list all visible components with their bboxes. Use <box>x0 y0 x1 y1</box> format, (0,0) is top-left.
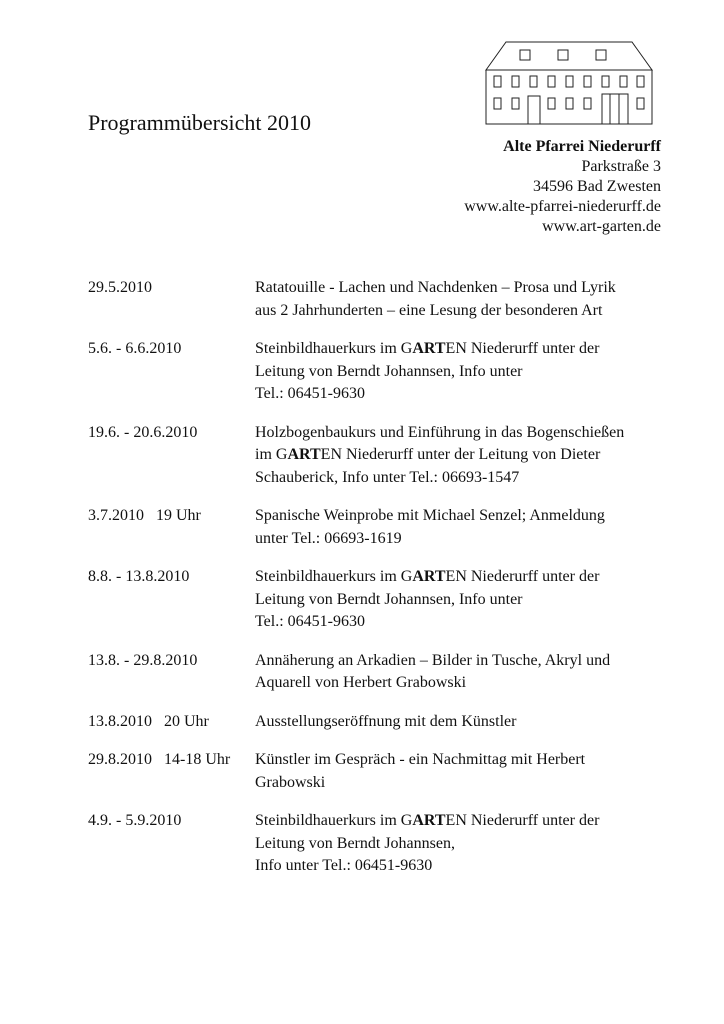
event-line <box>255 566 678 589</box>
event-line: Aquarell von Herbert Grabowski <box>255 674 467 691</box>
event-row <box>88 338 678 406</box>
event-line: unter Tel.: 06693-1619 <box>255 529 402 547</box>
event-date: 8.8. - 13.8.2010 <box>88 568 190 585</box>
event-line <box>255 444 678 467</box>
event-description <box>255 338 678 406</box>
garten-post: EN <box>320 446 342 463</box>
event-description <box>255 505 678 550</box>
garten-pre: G <box>275 446 288 463</box>
garten-art: ART <box>412 812 446 829</box>
text-fragment: Niederurff unter der <box>466 340 600 357</box>
event-line: Spanische Weinprobe mit Michael Senzel; Anmeldung <box>255 507 605 524</box>
event-row <box>88 749 678 794</box>
event-line: aus 2 Jahrhunderten – eine Lesung der besonderen Art <box>255 301 603 319</box>
event-line: Holzbogenbaukurs und Einführung in das Bogenschießen <box>255 423 625 441</box>
event-line: Ausstellungseröffnung mit dem Künstler <box>255 712 517 730</box>
event-line <box>255 810 678 833</box>
event-date: 3.7.2010 19 Uhr <box>88 507 201 524</box>
event-line: Annäherung an Arkadien – Bilder in Tusche, Akryl und <box>255 651 611 669</box>
text-fragment: Steinbildhauerkurs im <box>255 568 401 585</box>
event-date: 13.8.2010 20 Uhr <box>88 712 209 730</box>
event-description <box>255 749 678 794</box>
text-fragment: Niederurff unter der <box>466 812 600 829</box>
event-date: 19.6. - 20.6.2010 <box>88 423 198 441</box>
website-link-artgarten[interactable]: www.art-garten.de <box>542 218 661 235</box>
event-line: Leitung von Berndt Johannsen, <box>255 834 455 852</box>
event-line: Tel.: 06451-9630 <box>255 613 365 630</box>
event-line: Schauberick, Info unter Tel.: 06693-1547 <box>255 468 520 486</box>
garten-pre: G <box>400 568 413 585</box>
event-line: Tel.: 06451-9630 <box>255 385 365 402</box>
event-row <box>88 505 678 550</box>
garten-post: EN <box>445 568 467 585</box>
garten-art: ART <box>287 446 321 463</box>
garten-art: ART <box>412 568 446 585</box>
event-date: 4.9. - 5.9.2010 <box>88 812 182 829</box>
event-date: 5.6. - 6.6.2010 <box>88 340 182 357</box>
event-line <box>255 338 678 361</box>
house-icon <box>484 36 654 126</box>
event-line: Info unter Tel.: 06451-9630 <box>255 857 433 874</box>
event-date: 13.8. - 29.8.2010 <box>88 651 198 669</box>
garten-pre: G <box>400 812 413 829</box>
event-row <box>88 711 678 734</box>
city: 34596 Bad Zwesten <box>533 178 661 195</box>
event-description <box>255 566 678 634</box>
event-description <box>255 711 678 734</box>
garten-post: EN <box>445 812 467 829</box>
event-row <box>88 650 678 695</box>
garten-art: ART <box>412 340 446 357</box>
page-title: Programmübersicht 2010 <box>88 110 312 135</box>
text-fragment: Niederurff unter der <box>466 568 600 585</box>
event-description <box>255 650 678 695</box>
event-list <box>88 277 678 894</box>
garten-post: EN <box>445 340 467 357</box>
website-link-pfarrei[interactable]: www.alte-pfarrei-niederurff.de <box>464 198 661 215</box>
event-row <box>88 277 678 322</box>
garten-pre: G <box>400 340 413 357</box>
event-description <box>255 277 678 322</box>
event-description <box>255 422 678 490</box>
street: Parkstraße 3 <box>581 158 661 175</box>
event-line: Leitung von Berndt Johannsen, Info unter <box>255 362 523 380</box>
event-line: Ratatouille - Lachen und Nachdenken – Prosa und Lyrik <box>255 279 616 296</box>
text-fragment: Niederurff unter der Leitung von Dieter <box>342 446 601 463</box>
event-description <box>255 810 678 878</box>
event-row <box>88 810 678 878</box>
event-date: 29.8.2010 14-18 Uhr <box>88 751 231 768</box>
event-line: Leitung von Berndt Johannsen, Info unter <box>255 590 523 608</box>
org-name: Alte Pfarrei Niederurff <box>503 138 661 155</box>
text-fragment: Steinbildhauerkurs im <box>255 812 401 829</box>
event-date: 29.5.2010 <box>88 279 152 296</box>
event-line: Künstler im Gespräch - ein Nachmittag mit Herbert <box>255 751 586 768</box>
address-block <box>464 137 661 237</box>
event-row <box>88 566 678 634</box>
event-row <box>88 422 678 490</box>
event-line: Grabowski <box>255 773 326 791</box>
text-fragment: im <box>255 446 276 463</box>
text-fragment: Steinbildhauerkurs im <box>255 340 401 357</box>
